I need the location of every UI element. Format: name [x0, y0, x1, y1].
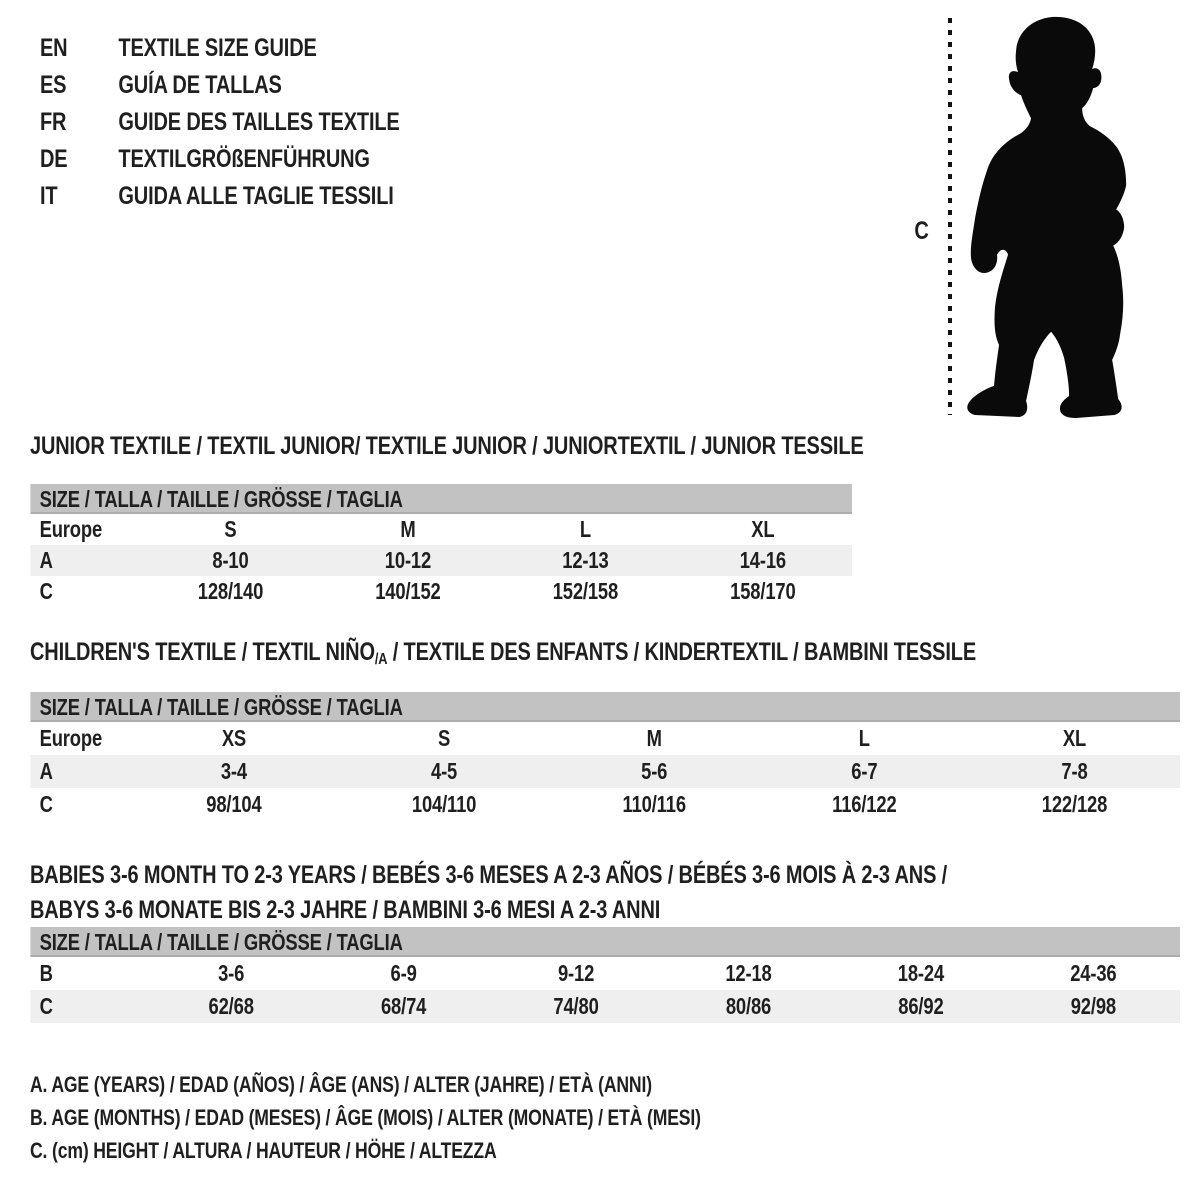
table-row	[30, 990, 1180, 1023]
table-cell: 24-36	[1070, 960, 1117, 986]
table-cell: S	[438, 725, 451, 751]
table-row	[30, 545, 852, 576]
row-label: C	[39, 993, 53, 1019]
junior-size-table	[30, 484, 852, 607]
table-cell: 3-4	[220, 758, 247, 784]
language-title-list	[40, 30, 400, 215]
table-cell: 7-8	[1061, 758, 1088, 784]
table-cell: 6-9	[390, 960, 417, 986]
table-cell: 14-16	[739, 547, 786, 573]
section-title-children	[30, 638, 976, 674]
section-title-line2: BABYS 3-6 MONATE BIS 2-3 JAHRE / BAMBINI 3-6 MESI A 2-3 ANNI	[30, 896, 661, 924]
table-cell: 92/98	[1070, 993, 1116, 1019]
note-a-age-years: A. AGE (YEARS) / EDAD (AÑOS) / ÂGE (ANS) / ALTER (JAHRE) / ETÀ (ANNI)	[30, 1072, 652, 1097]
row-label: A	[39, 758, 53, 784]
guide-title-es: GUÍA DE TALLAS	[118, 71, 282, 99]
guide-title-en: TEXTILE SIZE GUIDE	[118, 34, 317, 62]
table-row	[30, 957, 1180, 990]
table-cell: 9-12	[557, 960, 595, 986]
lang-code: ES	[40, 71, 67, 99]
table-cell: L	[858, 725, 870, 751]
baby-silhouette-icon	[964, 14, 1147, 420]
table-row	[30, 788, 1180, 821]
table-cell: 8-10	[212, 547, 249, 573]
table-row	[30, 722, 1180, 755]
guide-title-it: GUIDA ALLE TAGLIE TESSILI	[118, 182, 394, 210]
table-cell: 98/104	[206, 791, 262, 817]
table-cell: L	[579, 516, 591, 542]
table-cell: XS	[221, 725, 247, 751]
section-title-babies	[30, 858, 947, 928]
section-title-text: / TEXTILE DES ENFANTS / KINDERTEXTIL / BAMBINI TESSILE	[387, 638, 976, 666]
table-cell: 3-6	[218, 960, 245, 986]
note-c-height: C. (cm) HEIGHT / ALTURA / HAUTEUR / HÖHE / ALTEZZA	[30, 1138, 497, 1163]
table-cell: 86/92	[898, 993, 944, 1019]
lang-code: DE	[40, 145, 68, 173]
table-cell: 104/110	[411, 791, 477, 817]
legend-notes	[30, 1068, 701, 1167]
table-row	[30, 576, 852, 607]
table-cell: 10-12	[384, 547, 432, 573]
table-cell: 140/152	[375, 578, 441, 604]
table-cell: 12-13	[562, 547, 609, 573]
row-label: Europe	[39, 516, 103, 542]
table-cell: 18-24	[897, 960, 945, 986]
table-cell: 128/140	[197, 578, 264, 604]
size-header-band: SIZE / TALLA / TAILLE / GRÖSSE / TAGLIA	[30, 484, 852, 514]
height-label-c: C	[914, 217, 929, 245]
babies-size-table	[30, 927, 1180, 1023]
table-cell: M	[646, 725, 662, 751]
size-header-band: SIZE / TALLA / TAILLE / GRÖSSE / TAGLIA	[30, 692, 1180, 722]
table-cell: 6-7	[851, 758, 878, 784]
row-label: A	[39, 547, 53, 573]
table-cell: 110/116	[622, 791, 686, 817]
table-cell: 80/86	[725, 993, 772, 1019]
table-cell: S	[224, 516, 237, 542]
row-label: C	[39, 791, 53, 817]
lang-code: FR	[40, 108, 67, 136]
row-label: Europe	[39, 725, 103, 751]
lang-code: EN	[40, 34, 68, 62]
table-body	[30, 514, 852, 607]
table-body	[30, 957, 1180, 1023]
guide-title-fr: GUIDE DES TAILLES TEXTILE	[118, 108, 400, 136]
table-cell: 62/68	[208, 993, 254, 1019]
section-title-subscript: /A	[374, 651, 388, 668]
table-cell: 68/74	[380, 993, 427, 1019]
lang-row-fr	[40, 104, 400, 141]
lang-row-de	[40, 141, 400, 178]
table-cell: XL	[751, 516, 775, 542]
table-cell: 152/158	[552, 578, 619, 604]
section-title-line1: BABIES 3-6 MONTH TO 2-3 YEARS / BEBÉS 3-6 MESES A 2-3 AÑOS / BÉBÉS 3-6 MOIS À 2-3 ANS /	[30, 861, 948, 889]
size-header-band: SIZE / TALLA / TAILLE / GRÖSSE / TAGLIA	[30, 927, 1180, 957]
table-cell: 5-6	[641, 758, 668, 784]
row-label: C	[39, 578, 53, 604]
table-cell: 158/170	[730, 578, 796, 604]
height-measurement-line	[948, 18, 952, 415]
lang-row-es	[40, 67, 400, 104]
table-cell: 12-18	[725, 960, 772, 986]
table-cell: 116/122	[832, 791, 897, 817]
table-cell: 122/128	[1041, 791, 1108, 817]
table-cell: XL	[1062, 725, 1087, 751]
lang-code: IT	[40, 182, 58, 210]
table-row	[30, 514, 852, 545]
lang-row-it	[40, 178, 400, 215]
table-cell: 4-5	[431, 758, 458, 784]
table-row	[30, 755, 1180, 788]
lang-row-en	[40, 30, 400, 67]
row-label: B	[39, 960, 53, 986]
section-title-text: JUNIOR TEXTILE / TEXTIL JUNIOR/ TEXTILE JUNIOR / JUNIORTEXTIL / JUNIOR TESSILE	[30, 432, 864, 460]
children-size-table	[30, 692, 1180, 821]
table-cell: M	[400, 516, 416, 542]
note-b-age-months: B. AGE (MONTHS) / EDAD (MESES) / ÂGE (MOIS) / ALTER (MONATE) / ETÀ (MESI)	[30, 1105, 701, 1130]
table-body	[30, 722, 1180, 821]
guide-title-de: TEXTILGRÖßENFÜHRUNG	[118, 145, 370, 173]
section-title-junior	[30, 432, 864, 460]
section-title-text: CHILDREN'S TEXTILE / TEXTIL NIÑO	[30, 638, 375, 666]
table-cell: 74/80	[553, 993, 599, 1019]
